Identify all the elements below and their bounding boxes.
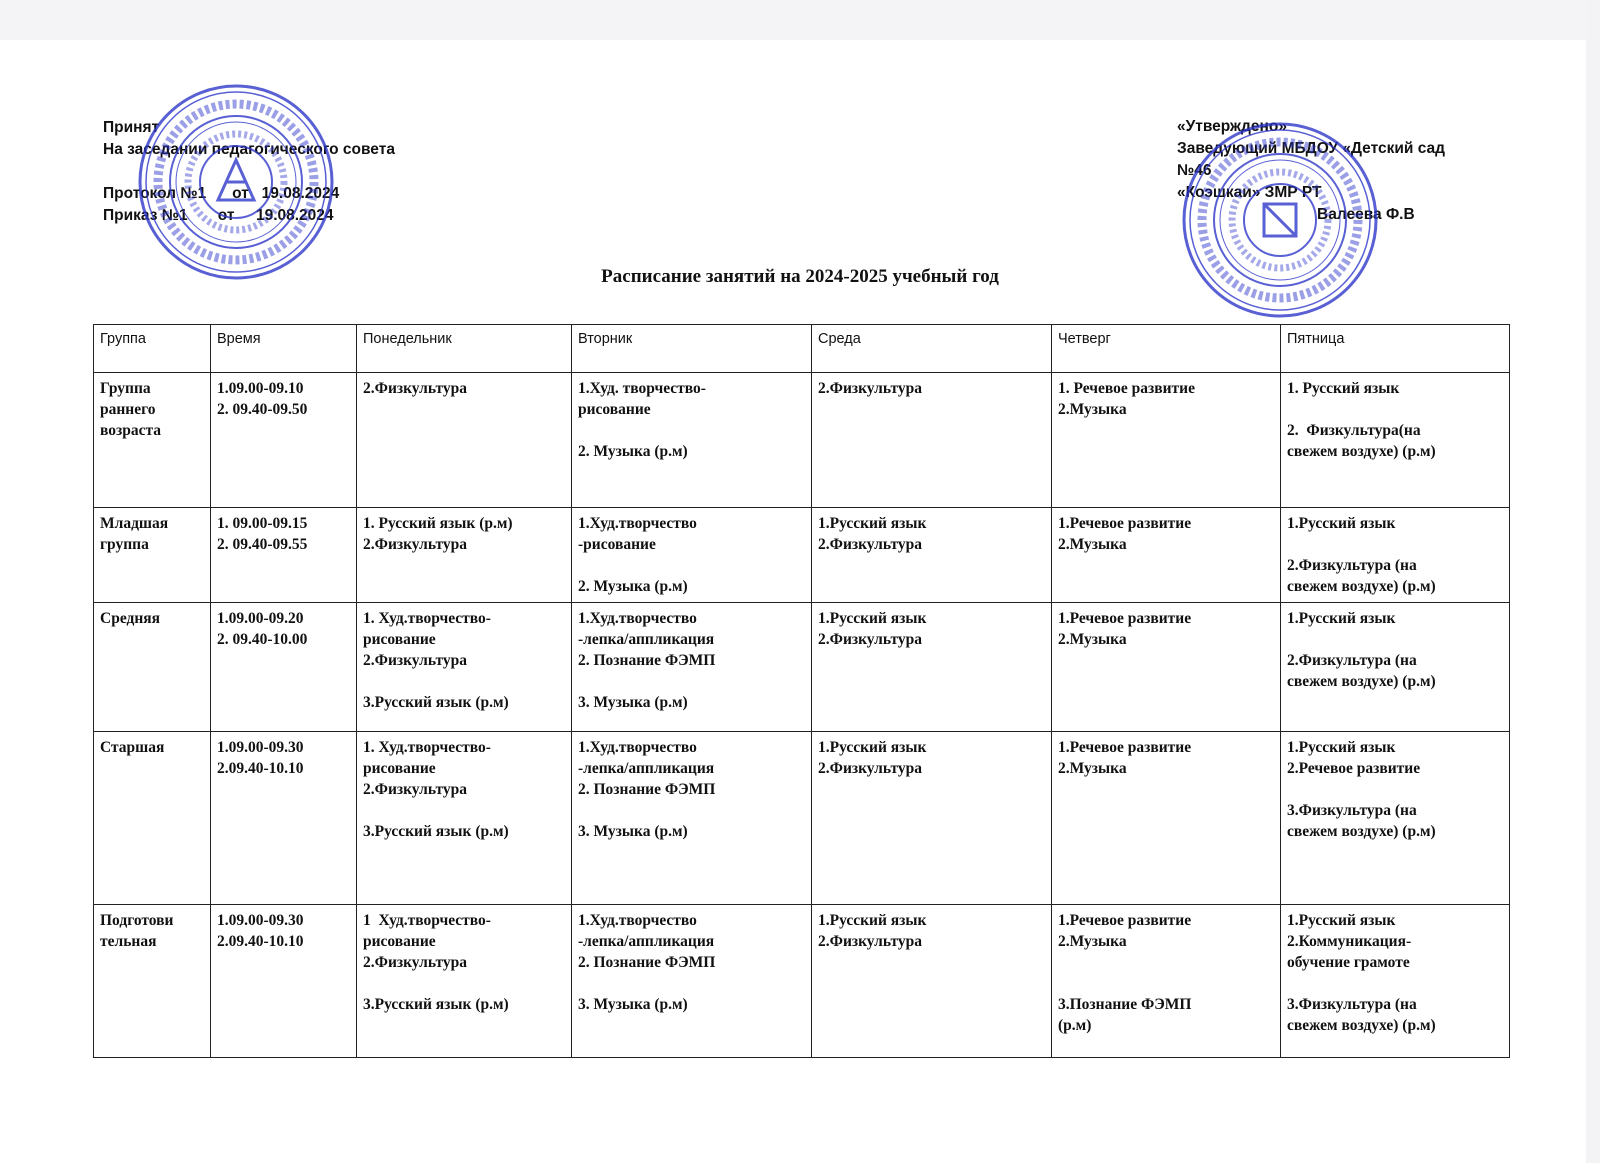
cell-wednesday [812, 905, 1052, 1058]
seal-stamp-right [1180, 120, 1380, 320]
cell-line: обучение грамоте [1287, 954, 1410, 971]
cell-line: 2. Познание ФЭМП [578, 954, 716, 971]
signer-name: Валеева Ф.В [1317, 206, 1415, 223]
cell-line: свежем воздухе) (р.м) [1287, 673, 1436, 690]
table-header-row [94, 325, 1510, 373]
cell-line: 1. Русский язык (р.м) [363, 515, 513, 532]
cell-line: -лепка/аппликация [578, 631, 715, 648]
cell-line: 2.Музыка [1058, 401, 1127, 418]
col-header-time: Время [211, 325, 357, 373]
cell-line: 1.Русский язык [818, 515, 927, 532]
cell-group [94, 508, 211, 603]
col-header-group: Группа [94, 325, 211, 373]
table-row [94, 508, 1510, 603]
kindergarten-name: «Коэшкаи» ЗМР РТ [1177, 184, 1322, 201]
order-line: Приказ №1 от 19.08.2024 [103, 207, 334, 224]
cell-line: рисование [363, 933, 436, 950]
cell-line: Подготови [100, 912, 174, 929]
cell-thursday [1052, 508, 1281, 603]
cell-line: рисование [363, 631, 436, 648]
cell-line: 1 Худ.творчество- [363, 912, 491, 929]
cell-line: 3.Русский язык (р.м) [363, 823, 509, 840]
cell-line: 1. Худ.творчество- [363, 610, 491, 627]
cell-line: 3. Музыка (р.м) [578, 823, 688, 840]
cell-line: 2.Музыка [1058, 933, 1127, 950]
table-row [94, 905, 1510, 1058]
cell-monday [357, 508, 572, 603]
cell-line: 1. 09.00-09.15 [217, 515, 308, 532]
cell-group [94, 905, 211, 1058]
cell-wednesday [812, 508, 1052, 603]
cell-line: -рисование [578, 536, 656, 553]
cell-line: 2.Физкультура [363, 536, 468, 553]
cell-line: 1.Русский язык [1287, 515, 1396, 532]
cell-line: 1.Русский язык [1287, 739, 1396, 756]
council-label: На заседании педагогического совета [103, 141, 395, 158]
cell-line: 1.Худ.творчество [578, 912, 697, 929]
cell-line: 1.Русский язык [1287, 610, 1396, 627]
cell-line: 2.Коммуникация- [1287, 933, 1412, 950]
cell-line: рисование [363, 760, 436, 777]
cell-time [211, 905, 357, 1058]
cell-thursday [1052, 373, 1281, 508]
table-row [94, 373, 1510, 508]
scan-right-edge [1586, 0, 1600, 1163]
head-position: Заведующий МБДОУ «Детский сад №46 [1177, 140, 1445, 179]
cell-monday [357, 905, 572, 1058]
cell-tuesday [572, 732, 812, 905]
cell-wednesday [812, 732, 1052, 905]
cell-line: свежем воздухе) (р.м) [1287, 1017, 1436, 1034]
cell-line: 1.Русский язык [1287, 912, 1396, 929]
cell-line: свежем воздухе) (р.м) [1287, 578, 1436, 595]
cell-line: 2.Физкультура [818, 380, 923, 397]
cell-line: 3. Музыка (р.м) [578, 694, 688, 711]
cell-line: 1.Русский язык [818, 610, 927, 627]
cell-line: Старшая [100, 739, 165, 756]
cell-tuesday [572, 603, 812, 732]
cell-line: 2.Физкультура [818, 760, 923, 777]
cell-line: тельная [100, 933, 157, 950]
cell-line: 1.09.00-09.30 [217, 739, 304, 756]
cell-line: 2.Физкультура (на [1287, 557, 1417, 574]
schedule-table [93, 324, 1510, 1058]
cell-line: 3.Русский язык (р.м) [363, 694, 509, 711]
cell-line: 1.Худ. творчество- [578, 380, 706, 397]
cell-line: 2.Физкультура [363, 781, 468, 798]
cell-line: свежем воздухе) (р.м) [1287, 823, 1436, 840]
cell-line: 1.Речевое развитие [1058, 610, 1192, 627]
cell-line: 2.09.40-10.10 [217, 760, 304, 777]
cell-line: 1. Речевое развитие [1058, 380, 1195, 397]
accepted-label: Принят [103, 119, 160, 136]
scan-top-edge [0, 0, 1600, 40]
cell-line: 2.Музыка [1058, 536, 1127, 553]
cell-line: 2.Физкультура [363, 652, 468, 669]
cell-tuesday [572, 508, 812, 603]
cell-line: 2. Познание ФЭМП [578, 781, 716, 798]
table-row [94, 603, 1510, 732]
cell-line: Группа [100, 380, 151, 397]
table-row [94, 732, 1510, 905]
cell-line: рисование [578, 401, 651, 418]
cell-line: свежем воздухе) (р.м) [1287, 443, 1436, 460]
col-header-monday: Понедельник [357, 325, 572, 373]
cell-friday [1281, 373, 1510, 508]
cell-line: 2.Физкультура [363, 954, 468, 971]
cell-line: 3.Познание ФЭМП [1058, 996, 1192, 1013]
cell-line: 1.09.00-09.30 [217, 912, 304, 929]
col-header-tuesday: Вторник [572, 325, 812, 373]
cell-line: 2. 09.40-10.00 [217, 631, 308, 648]
document-title: Расписание занятий на 2024-2025 учебный год [601, 266, 999, 287]
cell-time [211, 732, 357, 905]
cell-line: 3.Физкультура (на [1287, 996, 1417, 1013]
cell-line: возраста [100, 422, 162, 439]
col-header-thursday: Четверг [1052, 325, 1281, 373]
cell-line: -лепка/аппликация [578, 760, 715, 777]
cell-line: 1. Худ.творчество- [363, 739, 491, 756]
cell-time [211, 508, 357, 603]
cell-line: 2.Физкультура [818, 933, 923, 950]
cell-friday [1281, 508, 1510, 603]
cell-line: 3. Музыка (р.м) [578, 996, 688, 1013]
cell-line: 2.Речевое развитие [1287, 760, 1421, 777]
cell-line: -лепка/аппликация [578, 933, 715, 950]
cell-line: 1.09.00-09.20 [217, 610, 304, 627]
protocol-line: Протокол №1 от 19.08.2024 [103, 185, 340, 202]
cell-time [211, 373, 357, 508]
cell-line: 2. Физкультура(на [1287, 422, 1421, 439]
cell-tuesday [572, 905, 812, 1058]
col-header-friday: Пятница [1281, 325, 1510, 373]
cell-line: 1.Худ.творчество [578, 515, 697, 532]
cell-line: 1.Речевое развитие [1058, 739, 1192, 756]
cell-line: 2. 09.40-09.50 [217, 401, 308, 418]
cell-thursday [1052, 732, 1281, 905]
cell-friday [1281, 603, 1510, 732]
cell-line: 1.Речевое развитие [1058, 912, 1192, 929]
cell-line: раннего [100, 401, 156, 418]
col-header-wednesday: Среда [812, 325, 1052, 373]
seal-stamp-left [136, 82, 336, 282]
cell-group [94, 603, 211, 732]
cell-line: 2.Физкультура [818, 631, 923, 648]
cell-thursday [1052, 905, 1281, 1058]
cell-line: 2. Музыка (р.м) [578, 443, 688, 460]
cell-wednesday [812, 603, 1052, 732]
cell-line: 1.Русский язык [818, 739, 927, 756]
cell-line: группа [100, 536, 149, 553]
approved-label: «Утверждено» [1177, 118, 1287, 135]
cell-monday [357, 373, 572, 508]
cell-line: Средняя [100, 610, 161, 627]
cell-line: 2.Физкультура (на [1287, 652, 1417, 669]
cell-line: 2.Музыка [1058, 631, 1127, 648]
cell-thursday [1052, 603, 1281, 732]
cell-wednesday [812, 373, 1052, 508]
cell-line: Младшая [100, 515, 169, 532]
cell-monday [357, 603, 572, 732]
cell-line: 1. Русский язык [1287, 380, 1400, 397]
cell-friday [1281, 905, 1510, 1058]
cell-line: 2.Музыка [1058, 760, 1127, 777]
cell-line: 3.Физкультура (на [1287, 802, 1417, 819]
cell-line: 2. Музыка (р.м) [578, 578, 688, 595]
cell-line: 1.Речевое развитие [1058, 515, 1192, 532]
cell-friday [1281, 732, 1510, 905]
cell-tuesday [572, 373, 812, 508]
cell-line: 2. Познание ФЭМП [578, 652, 716, 669]
cell-time [211, 603, 357, 732]
cell-line: 2. 09.40-09.55 [217, 536, 308, 553]
cell-group [94, 732, 211, 905]
cell-line: 1.09.00-09.10 [217, 380, 304, 397]
cell-monday [357, 732, 572, 905]
cell-line: 1.Худ.творчество [578, 739, 697, 756]
cell-line: 1.Русский язык [818, 912, 927, 929]
cell-line: 3.Русский язык (р.м) [363, 996, 509, 1013]
cell-line: 2.09.40-10.10 [217, 933, 304, 950]
cell-line: (р.м) [1058, 1017, 1092, 1034]
cell-line: 1.Худ.творчество [578, 610, 697, 627]
cell-line: 2.Физкультура [818, 536, 923, 553]
cell-group [94, 373, 211, 508]
cell-line: 2.Физкультура [363, 380, 468, 397]
